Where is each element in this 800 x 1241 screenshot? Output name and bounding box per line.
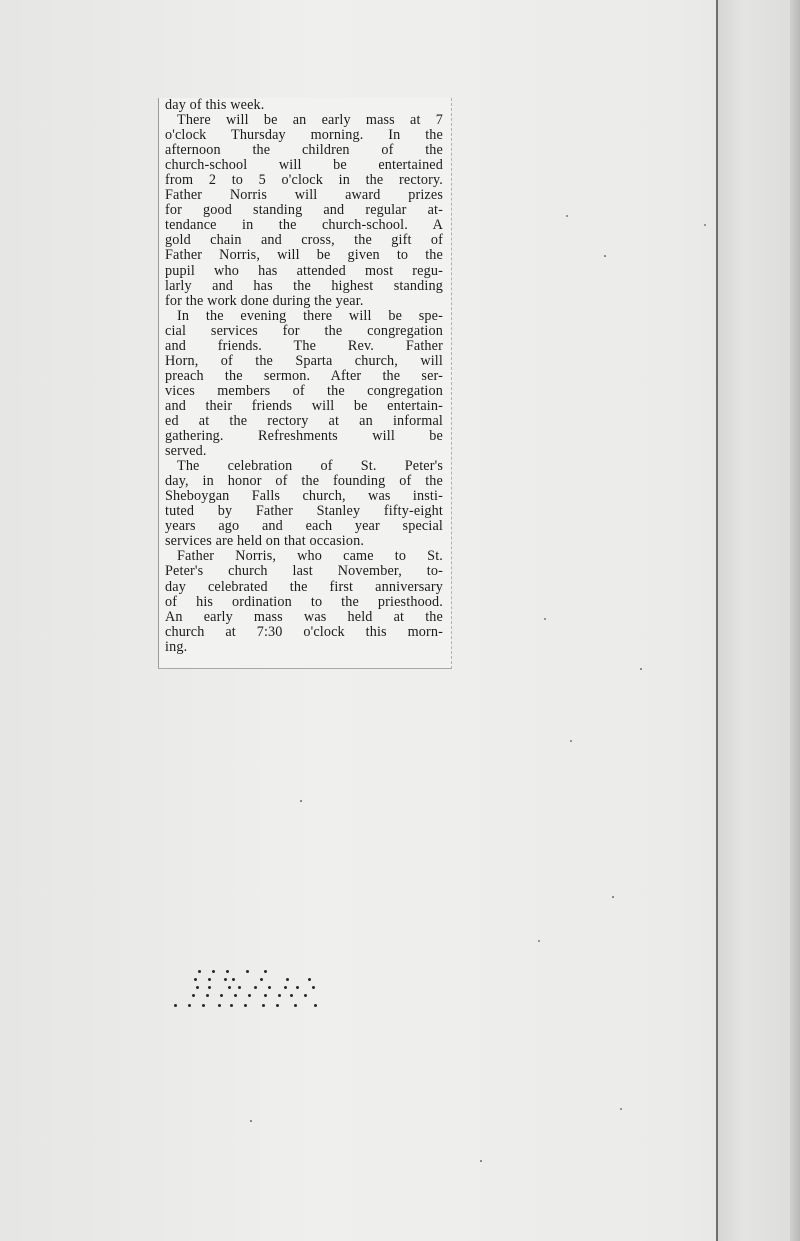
scan-speck [704,224,706,226]
scan-speck [640,668,642,670]
perforation-dot [194,978,197,981]
page-fold-line [716,0,718,1241]
perforation-dot [294,1004,297,1007]
perforation-dot [208,986,211,989]
article-line: pupil who has attended most regu- [165,262,443,279]
perforation-dot [224,978,227,981]
article-line: cial services for the congregation [165,322,443,339]
article-line: services are held on that occasion. [165,533,365,550]
perforation-dot [206,994,209,997]
perforation-dot [308,978,311,981]
perforation-dot [254,986,257,989]
scan-speck [538,940,540,942]
article-line: day celebrated the first anniversary [165,578,443,595]
perforation-dot [276,1004,279,1007]
scan-speck [604,255,606,257]
article-line: church at 7:30 o'clock this morn- [165,623,443,640]
perforation-dot [314,1004,317,1007]
perforation-dot [174,1004,177,1007]
perforation-dot [264,970,267,973]
perforation-dot [220,994,223,997]
perforation-dot [290,994,293,997]
article-line: ed at the rectory at an informal [165,412,443,429]
article-line: Peter's church last November, to- [165,563,443,580]
perforation-dot [268,986,271,989]
article-line: o'clock Thursday morning. In the [165,127,443,144]
article-line: vices members of the congregation [165,382,443,399]
article-line: tuted by Father Stanley fifty-eight [165,503,443,520]
scan-speck [250,1120,252,1122]
perforation-dot [262,1004,265,1007]
perforation-dot [284,986,287,989]
perforated-stamp-icon [168,966,328,1014]
perforation-dot [228,986,231,989]
adjacent-page-edge [718,0,800,1241]
perforation-dot [246,970,249,973]
article-line: larly and has the highest standing [165,277,443,294]
article-line: tendance in the church-school. A [165,217,443,234]
perforation-dot [238,986,241,989]
perforation-dot [312,986,315,989]
article-line: preach the sermon. After the ser- [165,367,443,384]
article-line: Sheboygan Falls church, was insti- [165,488,443,505]
perforation-dot [264,994,267,997]
scan-speck [620,1108,622,1110]
article-line: ing. [165,638,188,655]
article-line: An early mass was held at the [165,608,443,625]
article-line: served. [165,443,207,460]
perforation-dot [304,994,307,997]
perforation-dot [296,986,299,989]
scan-right-edge [790,0,800,1241]
perforation-dot [232,978,235,981]
perforation-dot [234,994,237,997]
perforation-dot [188,1004,191,1007]
perforation-dot [278,994,281,997]
perforation-dot [208,978,211,981]
article-line: gold chain and cross, the gift of [165,232,443,249]
perforation-dot [226,970,229,973]
perforation-dot [198,970,201,973]
perforation-dot [248,994,251,997]
article-line: In the evening there will be spe- [177,307,443,324]
article-line: and their friends will be entertain- [165,397,443,414]
article-text [165,98,443,655]
article-line: from 2 to 5 o'clock in the rectory. [165,172,443,189]
scan-speck [480,1160,482,1162]
article-line: Father Norris, who came to St. [177,548,443,565]
perforation-dot [244,1004,247,1007]
perforation-dot [230,1004,233,1007]
scan-speck [612,896,614,898]
article-line: afternoon the children of the [165,142,443,159]
perforation-dot [218,1004,221,1007]
article-line: There will be an early mass at 7 [177,112,443,129]
article-line: Father Norris will award prizes [165,187,443,204]
perforation-dot [260,978,263,981]
article-line: of his ordination to the priesthood. [165,593,443,610]
article-line: for the work done during the year. [165,292,364,309]
perforation-dot [192,994,195,997]
article-line: and friends. The Rev. Father [165,337,443,354]
article-line: day, in honor of the founding of the [165,473,443,490]
article-line: Father Norris, will be given to the [165,247,443,264]
scan-speck [570,740,572,742]
perforation-dot [212,970,215,973]
article-line: The celebration of St. Peter's [177,458,443,475]
perforation-dot [196,986,199,989]
article-line: years ago and each year special [165,518,443,535]
article-line: Horn, of the Sparta church, will [165,352,443,369]
article-line: gathering. Refreshments will be [165,428,443,445]
scan-speck [300,800,302,802]
newspaper-clipping [158,98,452,669]
perforation-dot [202,1004,205,1007]
perforation-dot [286,978,289,981]
article-line: day of this week. [165,97,265,113]
article-line: for good standing and regular at- [165,202,443,219]
scan-speck [566,215,568,217]
scan-speck [544,618,546,620]
article-line: church-school will be entertained [165,157,443,174]
